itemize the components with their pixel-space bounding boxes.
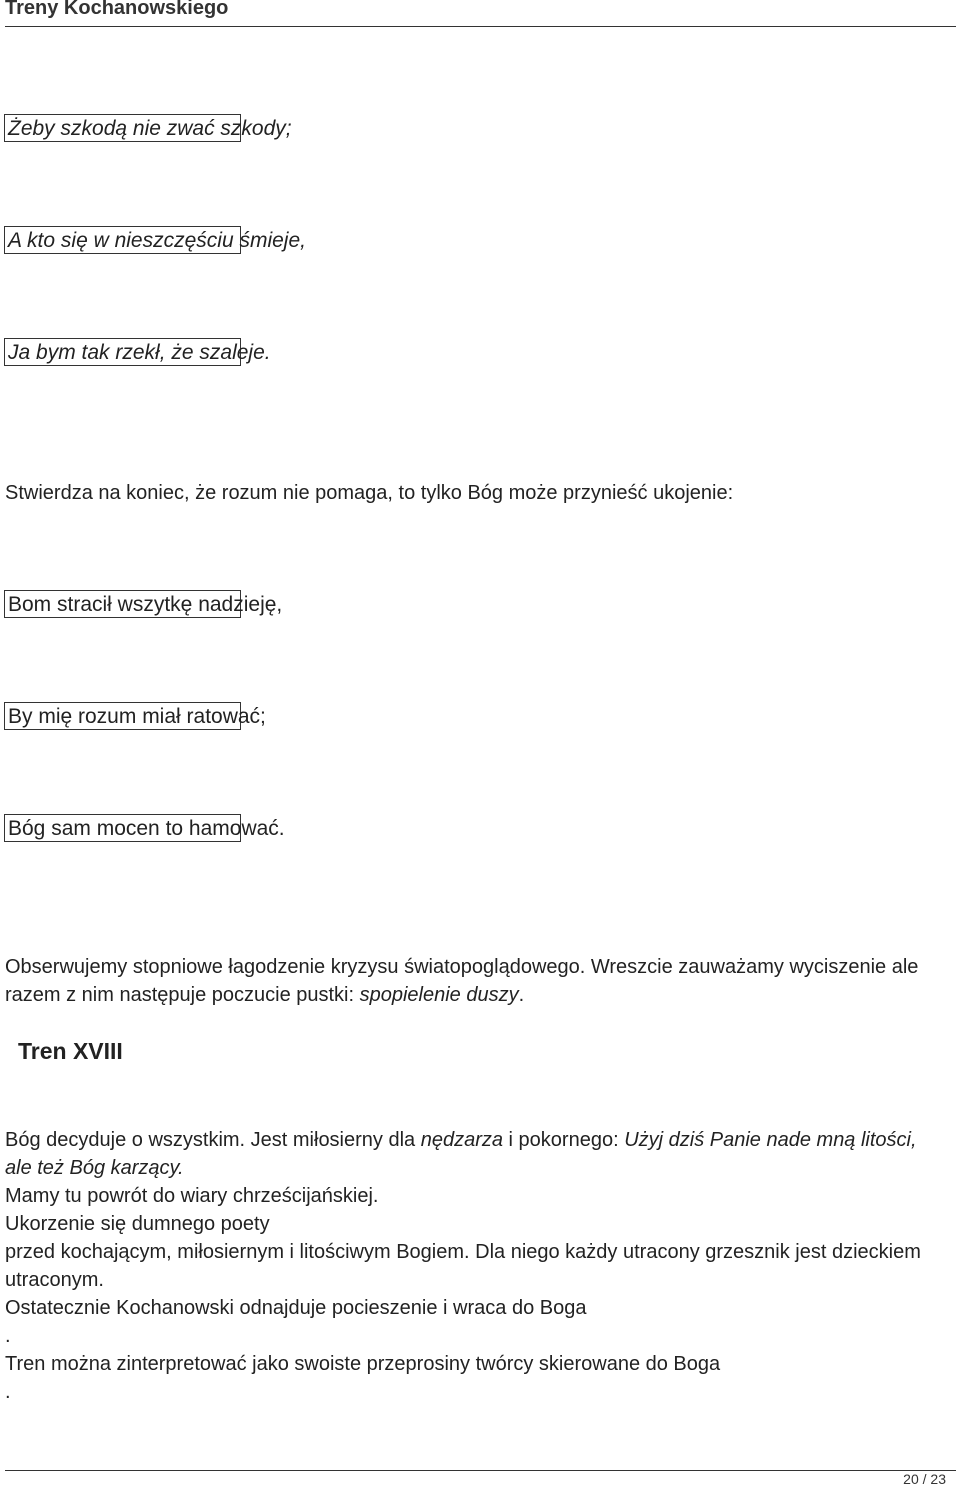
tren18-italic: nędzarza xyxy=(420,1129,503,1151)
verse-line xyxy=(5,703,266,731)
tren18-text: Bóg decyduje o wszystkim. Jest miłosierny dla xyxy=(5,1129,421,1151)
section-heading: Tren XVIII xyxy=(18,1038,123,1064)
verse-line xyxy=(5,815,285,843)
observation-end: . xyxy=(518,984,525,1006)
observation-italic: spopielenie duszy xyxy=(359,984,519,1006)
tren18-paragraph: przed kochającym, miłosiernym i litościwym Bogiem. Dla niego każdy utracony grzesznik jest dzieckiem utraconym. xyxy=(5,1241,921,1291)
verse-text: Żeby szkodą nie zwać szkody; xyxy=(8,117,292,140)
page-number: 20 / 23 xyxy=(903,1471,946,1487)
intro-paragraph: Stwierdza na koniec, że rozum nie pomaga, to tylko Bóg może przynieść ukojenie: xyxy=(5,482,734,504)
document-title: Treny Kochanowskiego xyxy=(5,0,229,19)
tren18-quote: Użyj dziś Panie nade mną litości, ale też Bóg karzący. xyxy=(5,1129,917,1179)
verse-line xyxy=(5,115,292,143)
tren18-paragraph: Ostatecznie Kochanowski odnajduje pocieszenie i wraca do Boga xyxy=(5,1297,587,1319)
verse-text: By mię rozum miał ratować; xyxy=(8,705,266,728)
observation-paragraph xyxy=(5,953,945,1009)
verse-text: Ja bym tak rzekł, że szaleje. xyxy=(8,341,271,364)
tren18-paragraph: Mamy tu powrót do wiary chrześcijańskiej. xyxy=(5,1185,379,1207)
tren18-paragraph: Tren można zinterpretować jako swoiste przeprosiny twórcy skierowane do Boga xyxy=(5,1353,721,1375)
verse-line xyxy=(5,339,271,367)
tren18-paragraph: . xyxy=(5,1381,11,1403)
tren18-paragraph: . xyxy=(5,1325,11,1347)
verse-text: A kto się w nieszczęściu śmieje, xyxy=(8,229,306,252)
verse-line xyxy=(5,591,283,619)
tren18-paragraph: Ukorzenie się dumnego poety xyxy=(5,1213,270,1235)
verse-text: Bom stracił wszytkę nadzieję, xyxy=(8,593,283,616)
header-divider xyxy=(5,26,956,27)
tren18-paragraph xyxy=(5,1126,945,1182)
verse-text: Bóg sam mocen to hamować. xyxy=(8,817,285,840)
observation-text: Obserwujemy stopniowe łagodzenie kryzysu światopoglądowego. Wreszcie zauważamy wyciszenie ale razem z nim następuje poczucie pustki: xyxy=(5,956,919,1006)
tren18-text: i pokornego: xyxy=(503,1129,625,1151)
footer-divider xyxy=(5,1470,956,1471)
verse-line xyxy=(5,227,306,255)
